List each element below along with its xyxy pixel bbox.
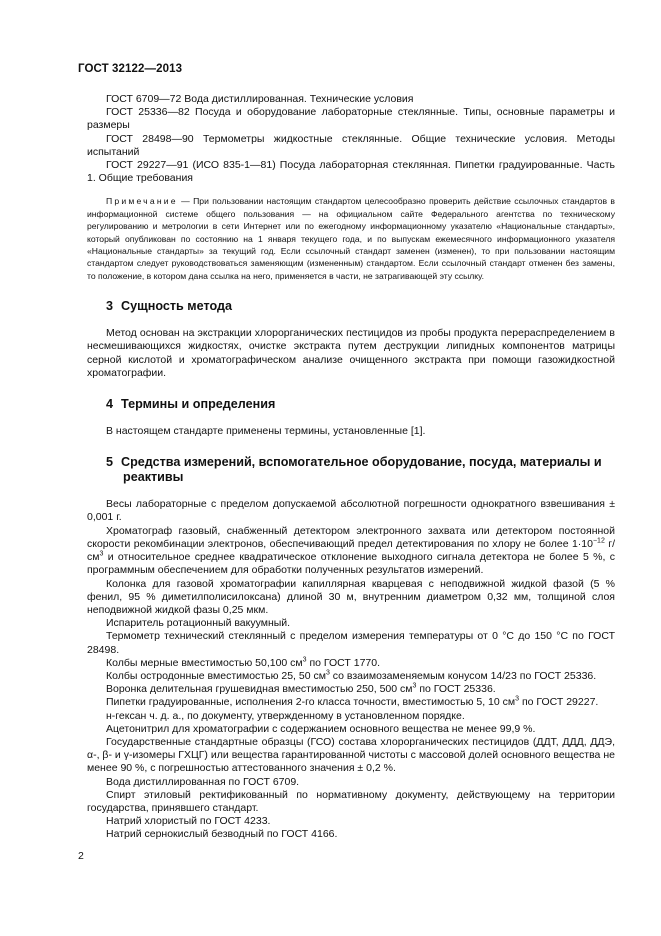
list-item (87, 657, 615, 670)
text-run: по ГОСТ 25336. (416, 683, 496, 696)
section-4-heading (106, 397, 615, 412)
superscript: −12 (592, 537, 605, 545)
superscript: 3 (99, 550, 104, 558)
list-item: Натрий сернокислый безводный по ГОСТ 4166. (106, 828, 338, 841)
superscript: 3 (325, 669, 330, 677)
section-title: Сущность метода (121, 299, 232, 314)
list-item: Государственные стандартные образцы (ГСО) состава хлорорганических пестицидов (ДДТ, ДДД, ДДЭ, α-, β- и γ-изомеры ГХЦГ) или вещества гарантированной чистоты с массовой долей основного вещества не менее 90 %, с погрешностью аттестованного значения ± 0,2 %. (87, 735, 615, 775)
section-title: Средства измерений, вспомогательное оборудование, посуда, материалы и реактивы (121, 455, 602, 485)
list-item (87, 683, 615, 696)
text-run: Воронка делительная грушевидная вместимостью 250, 500 см (106, 683, 413, 696)
note-label: Примечание (106, 196, 178, 207)
list-item: Натрий хлористый по ГОСТ 4233. (106, 815, 271, 828)
reference-item: ГОСТ 6709—72 Вода дистиллированная. Технические условия (106, 93, 414, 105)
note-block (87, 195, 615, 282)
list-item: Ацетонитрил для хроматографии с содержанием основного вещества не менее 99,9 %. (106, 722, 536, 735)
list-item (87, 670, 615, 683)
section-5-heading (106, 455, 615, 485)
list-item: Весы лабораторные с пределом допускаемой абсолютной погрешности однократного взвешивания ± 0,001 г. (87, 498, 615, 524)
text-run: по ГОСТ 29227. (519, 696, 599, 709)
note-text: — При пользовании настоящим стандартом целесообразно проверить действие ссылочных стандартов в информационной системе общего пользования — на официальном сайте Федерального агентства по техническому регулированию и метрологии в сети Интернет или по ежегодному информационному указателю «Национальные стандарты», который опубликован по состоянию на 1 января текущего года, и по выпускам ежемесячного информационного указателя «Национальные стандарты» за текущий год. Если ссылочный стандарт заменен (изменен), то при пользовании настоящим стандартом следует руководствоваться заменяющим (измененным) стандартом. Если ссылочный стандарт отменен без замены, то положение, в котором дана ссылка на него, применяется в части, не затрагивающей эту ссылку. (87, 196, 616, 281)
section-3-text: Метод основан на экстракции хлорорганических пестицидов из пробы продукта перераспределением в несмешивающихся жидкостях, очистке экстракта путем деструкции липидных компонентов матрицы серной кислотой и хроматографическом анализе очищенного экстракта при помощи газожидкостной хроматографии. (87, 327, 615, 379)
list-item: Испаритель ротационный вакуумный. (106, 617, 291, 630)
list-item: Колонка для газовой хроматографии капиллярная кварцевая с неподвижной жидкой фазой (5 % фенил, 95 % диметилполисилоксана) длиной 30 м, внутренним диаметром 0,32 мм, толщиной слоя неподвижной жидкой фазы 0,25 мкм. (87, 577, 615, 616)
list-item: Спирт этиловый ректификованный по нормативному документу, действующему на территории государства, принявшего стандарт. (87, 788, 615, 814)
section-number: 3 (106, 299, 114, 314)
list-item: Термометр технический стеклянный с пределом измерения температуры от 0 °С до 150 °С по ГОСТ 28498. (87, 630, 615, 656)
section-3-heading (106, 299, 615, 314)
text-run: по ГОСТ 1770. (306, 656, 381, 669)
section-5-list (87, 498, 615, 841)
normative-references (87, 93, 615, 185)
list-item (87, 696, 615, 709)
reference-item: ГОСТ 28498—90 Термометры жидкостные стеклянные. Общие технические условия. Методы испытаний (87, 132, 615, 158)
page-content (87, 93, 615, 842)
superscript: 3 (515, 695, 520, 703)
section-4-text: В настоящем стандарте применены термины, установленные [1]. (106, 425, 426, 438)
text-run: Колбы остродонные вместимостью 25, 50 см (106, 669, 326, 682)
list-item: Вода дистиллированная по ГОСТ 6709. (106, 775, 300, 788)
text-run: и относительное среднее квадратическое отклонение выходного сигнала детектора не более 5 %, с программным обеспечением для обработки полученных результатов измерений. (87, 551, 615, 577)
text-run: Хроматограф газовый, снабженный детектором электронного захвата или детектором постоянной скорости рекомбинации электронов, обеспечивающий предел детектирования по хлору не более 1·10 (87, 524, 615, 550)
list-item (87, 525, 615, 578)
text-run: Колбы мерные вместимостью 50,100 см (106, 656, 303, 669)
text-run: Пипетки градуированные, исполнения 2-го класса точности, вместимостью 5, 10 см (106, 696, 516, 709)
list-item: н-гексан ч. д. а., по документу, утвержденному в установленном порядке. (106, 709, 465, 722)
page-header: ГОСТ 32122—2013 (78, 63, 183, 75)
superscript: 3 (412, 682, 417, 690)
reference-item: ГОСТ 29227—91 (ИСО 835-1—81) Посуда лабораторная стеклянная. Пипетки градуированные. Часть 1. Общие требования (87, 159, 615, 185)
section-number: 4 (106, 397, 114, 412)
section-title: Термины и определения (121, 397, 276, 412)
superscript: 3 (302, 656, 307, 664)
text-run: г/см (87, 537, 615, 564)
text-run: со взаимозаменяемым конусом 14/23 по ГОСТ 25336. (329, 669, 597, 682)
page-number: 2 (78, 850, 84, 862)
reference-item: ГОСТ 25336—82 Посуда и оборудование лабораторные стеклянные. Типы, основные параметры и размеры (87, 106, 615, 132)
section-number: 5 (106, 455, 114, 470)
